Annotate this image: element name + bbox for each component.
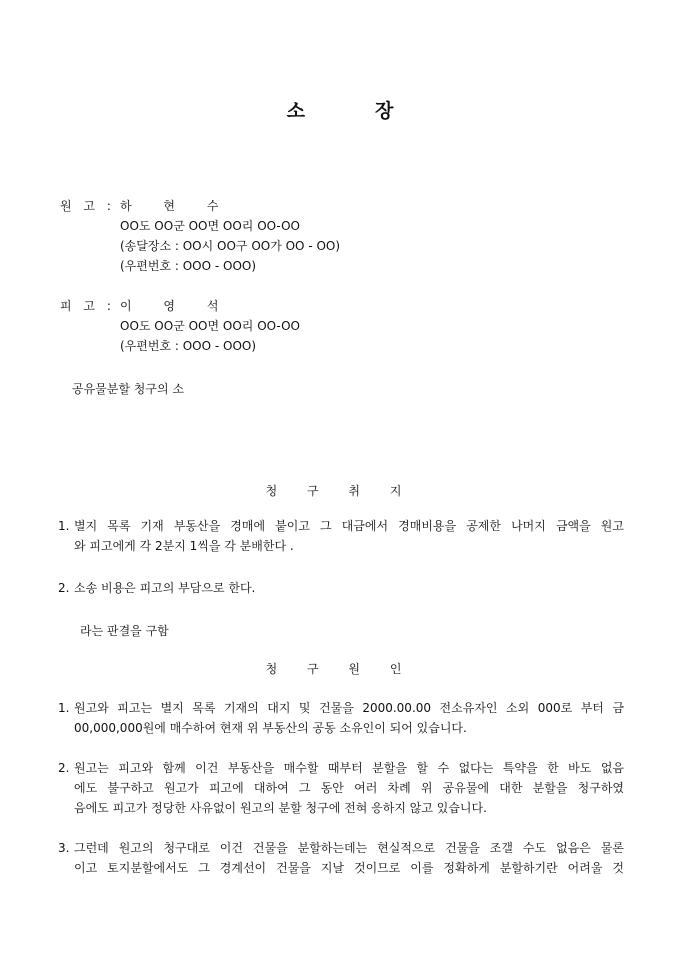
- item-line: 00,000,000원에 매수하여 현재 위 부동산의 공동 소유인이 되어 있습니다.: [74, 721, 467, 735]
- item-number: 1.: [58, 701, 70, 715]
- defendant-name: 이 영 석: [120, 299, 233, 313]
- item-number: 2.: [58, 581, 70, 595]
- closing-phrase: 라는 판결을 구함: [80, 624, 169, 638]
- item-line: 별지 목록 기재 부동산을 경매에 붙이고 그 대금에서 경매비용을 공제한 나머지 금액을 원고: [74, 519, 624, 533]
- claim-purpose-heading: 청 구 취 지: [265, 484, 415, 498]
- claim-cause-item-2: [58, 758, 624, 818]
- item-line: 그런데 원고의 청구대로 이건 건물을 분할하는데는 현실적으로 건물을 조갤 수도 없음은 물론: [74, 841, 624, 855]
- item-number: 2.: [58, 761, 70, 775]
- title-char-left: 소: [286, 100, 305, 122]
- case-name: 공유물분할 청구의 소: [72, 382, 184, 396]
- item-line: 소송 비용은 피고의 부담으로 한다.: [74, 581, 256, 595]
- claim-cause-item-1: [58, 698, 624, 738]
- title-char-right: 장: [375, 100, 394, 122]
- item-line: 와 피고에게 각 2분지 1씩을 각 분배한다 .: [74, 539, 294, 553]
- plaintiff-block: [60, 196, 340, 276]
- item-line: 원고와 피고는 별지 목록 기재의 대지 및 건물을 2000.00.00 전소유자인 소외 000로 부터 금: [74, 701, 624, 715]
- plaintiff-label: 원 고 :: [60, 199, 115, 213]
- item-line: 이고 토지분할에서도 그 경계선이 건물을 지날 것이므로 이를 정확하게 분할하기란 어려울 것: [74, 861, 624, 875]
- plaintiff-postal: (우편번호 : OOO - OOO): [120, 259, 257, 273]
- document-title: [0, 96, 680, 123]
- item-number: 1.: [58, 519, 70, 533]
- item-line: 음에도 피고가 정당한 사유없이 원고의 분할 청구에 전혀 응하지 않고 있습니다.: [74, 801, 487, 815]
- item-line: 에도 불구하고 원고가 피고에 대하여 그 동안 여러 차례 위 공유물에 대한 분할을 청구하였: [74, 781, 624, 795]
- defendant-postal: (우편번호 : OOO - OOO): [120, 339, 257, 353]
- claim-purpose-item-2: [58, 578, 624, 598]
- defendant-label: 피 고 :: [60, 299, 115, 313]
- item-line: 원고는 피고와 함께 이건 부동산을 매수할 때부터 분할을 할 수 없다는 특약을 한 바도 없음: [74, 761, 624, 775]
- plaintiff-name: 하 현 수: [120, 199, 233, 213]
- defendant-address: OO도 OO군 OO면 OO리 OO-OO: [120, 319, 300, 333]
- claim-cause-item-3: [58, 838, 624, 878]
- claim-cause-heading: 청 구 원 인: [265, 662, 415, 676]
- item-number: 3.: [58, 841, 70, 855]
- claim-purpose-item-1: [58, 516, 624, 556]
- defendant-block: [60, 296, 300, 356]
- plaintiff-address: OO도 OO군 OO면 OO리 OO-OO: [120, 219, 300, 233]
- plaintiff-service-address: (송달장소 : OO시 OO구 OO가 OO - OO): [120, 239, 341, 253]
